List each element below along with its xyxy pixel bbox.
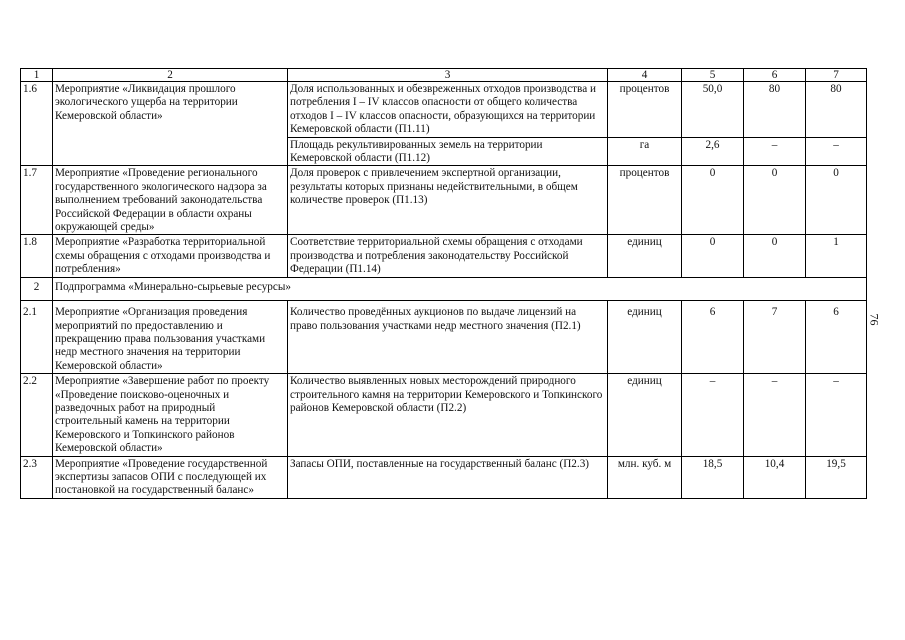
value-col5: 2,6 bbox=[682, 137, 744, 166]
value-col7: 6 bbox=[806, 301, 867, 374]
unit: млн. куб. м bbox=[608, 456, 682, 498]
indicator-name: Количество проведённых аукционов по выдаче лицензий на право пользования участками недр местного значения (П2.1) bbox=[288, 301, 608, 374]
event-name: Мероприятие «Организация проведения мероприятий по предоставлению и прекращению права пользования участками недр местного значения на территории Кемеровской области» bbox=[53, 301, 288, 374]
event-name: Мероприятие «Завершение работ по проекту «Проведение поисково-оценочных и разведочных работ на природный строительный камень на территории Кемеровского и Топкинского районов Кемеровской области» bbox=[53, 374, 288, 456]
table-row bbox=[21, 456, 867, 498]
header-cell: 1 bbox=[21, 69, 53, 82]
value-col7: – bbox=[806, 137, 867, 166]
value-col5: 6 bbox=[682, 301, 744, 374]
event-name: Мероприятие «Разработка территориальной схемы обращения с отходами производства и потребления» bbox=[53, 235, 288, 277]
table-row bbox=[21, 374, 867, 456]
value-col7: 19,5 bbox=[806, 456, 867, 498]
indicator-name: Доля проверок с привлечением экспертной организации, результаты которых признаны недействительными, в общем количестве проверок (П1.13) bbox=[288, 166, 608, 235]
row-number: 2 bbox=[21, 277, 53, 300]
event-name: Мероприятие «Ликвидация прошлого экологического ущерба на территории Кемеровской области» bbox=[53, 82, 288, 166]
header-cell: 6 bbox=[744, 69, 806, 82]
header-cell: 4 bbox=[608, 69, 682, 82]
row-number: 2.2 bbox=[21, 374, 53, 456]
value-col7: – bbox=[806, 374, 867, 456]
event-name: Мероприятие «Проведение регионального государственного экологического надзора за выполнением требований законодательства Российской Федерации в области охраны окружающей среды» bbox=[53, 166, 288, 235]
table-row bbox=[21, 166, 867, 235]
row-number: 2.3 bbox=[21, 456, 53, 498]
row-number: 1.8 bbox=[21, 235, 53, 277]
header-cell: 5 bbox=[682, 69, 744, 82]
subprogram-title: Подпрограмма «Минерально-сырьевые ресурсы» bbox=[53, 277, 867, 300]
value-col5: 18,5 bbox=[682, 456, 744, 498]
header-row bbox=[21, 69, 867, 82]
row-number: 2.1 bbox=[21, 301, 53, 374]
indicator-name: Площадь рекультивированных земель на территории Кемеровской области (П1.12) bbox=[288, 137, 608, 166]
header-cell: 3 bbox=[288, 69, 608, 82]
indicator-name: Соответствие территориальной схемы обращения с отходами производства и потребления законодательству Российской Федерации (П1.14) bbox=[288, 235, 608, 277]
indicator-name: Количество выявленных новых месторождений природного строительного камня на территории Кемеровского и Топкинского районов Кемеровской области (П2.2) bbox=[288, 374, 608, 456]
value-col6: 0 bbox=[744, 235, 806, 277]
value-col6: 7 bbox=[744, 301, 806, 374]
row-number: 1.7 bbox=[21, 166, 53, 235]
value-col6: 0 bbox=[744, 166, 806, 235]
unit: единиц bbox=[608, 374, 682, 456]
value-col5: – bbox=[682, 374, 744, 456]
unit: га bbox=[608, 137, 682, 166]
value-col6: – bbox=[744, 137, 806, 166]
value-col7: 1 bbox=[806, 235, 867, 277]
value-col5: 0 bbox=[682, 235, 744, 277]
value-col6: 80 bbox=[744, 82, 806, 138]
event-name: Мероприятие «Проведение государственной экспертизы запасов ОПИ с последующей их постановкой на государственный баланс» bbox=[53, 456, 288, 498]
table-row bbox=[21, 301, 867, 374]
header-cell: 2 bbox=[53, 69, 288, 82]
subprogram-row bbox=[21, 277, 867, 300]
value-col5: 50,0 bbox=[682, 82, 744, 138]
unit: процентов bbox=[608, 166, 682, 235]
indicator-name: Доля использованных и обезвреженных отходов производства и потребления I – IV классов опасности от общего количества отходов I – IV классов опасности, образующихся на территории Кемеровской области (П1.11) bbox=[288, 82, 608, 138]
indicator-name: Запасы ОПИ, поставленные на государственный баланс (П2.3) bbox=[288, 456, 608, 498]
value-col6: – bbox=[744, 374, 806, 456]
value-col6: 10,4 bbox=[744, 456, 806, 498]
page-number: 76 bbox=[867, 313, 882, 326]
value-col7: 0 bbox=[806, 166, 867, 235]
row-number: 1.6 bbox=[21, 82, 53, 166]
unit: процентов bbox=[608, 82, 682, 138]
header-cell: 7 bbox=[806, 69, 867, 82]
table-row bbox=[21, 235, 867, 277]
value-col5: 0 bbox=[682, 166, 744, 235]
unit: единиц bbox=[608, 235, 682, 277]
table-row bbox=[21, 82, 867, 138]
unit: единиц bbox=[608, 301, 682, 374]
value-col7: 80 bbox=[806, 82, 867, 138]
indicators-table bbox=[20, 68, 867, 499]
